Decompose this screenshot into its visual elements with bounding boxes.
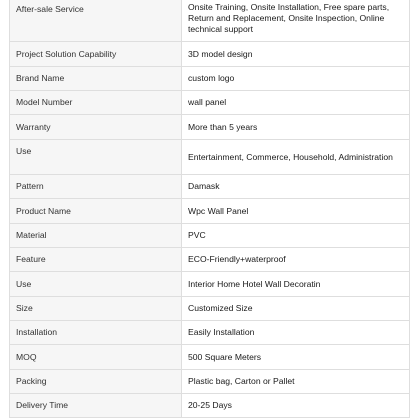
table-row xyxy=(10,115,410,140)
spec-value-after-sale-service: Onsite Training, Onsite Installation, Free spare parts, Return and Replacement, Onsite Inspection, Online technical support xyxy=(182,0,410,42)
table-row xyxy=(10,370,410,394)
spec-value-pattern: Damask xyxy=(182,175,410,199)
spec-key-packing: Packing xyxy=(10,370,182,394)
spec-key-after-sale-service: After-sale Service xyxy=(10,0,182,42)
spec-key-pattern: Pattern xyxy=(10,175,182,199)
spec-key-material: Material xyxy=(10,224,182,248)
spec-value-material: PVC xyxy=(182,224,410,248)
spec-key-model-number: Model Number xyxy=(10,91,182,115)
spec-value-size: Customized Size xyxy=(182,297,410,321)
product-specs-table xyxy=(9,0,410,418)
table-row xyxy=(10,248,410,272)
spec-key-warranty: Warranty xyxy=(10,115,182,140)
table-row xyxy=(10,42,410,67)
table-row xyxy=(10,199,410,224)
table-row xyxy=(10,140,410,175)
table-row xyxy=(10,91,410,115)
spec-key-delivery-time: Delivery Time xyxy=(10,394,182,418)
spec-key-feature: Feature xyxy=(10,248,182,272)
spec-value-moq: 500 Square Meters xyxy=(182,345,410,370)
spec-value-delivery-time: 20-25 Days xyxy=(182,394,410,418)
spec-key-size: Size xyxy=(10,297,182,321)
spec-key-product-name: Product Name xyxy=(10,199,182,224)
spec-value-model-number: wall panel xyxy=(182,91,410,115)
spec-key-use: Use xyxy=(10,140,182,175)
spec-value-installation: Easily Installation xyxy=(182,321,410,345)
spec-value-packing: Plastic bag, Carton or Pallet xyxy=(182,370,410,394)
spec-value-project-solution: 3D model design xyxy=(182,42,410,67)
spec-key-moq: MOQ xyxy=(10,345,182,370)
table-row xyxy=(10,297,410,321)
table-row xyxy=(10,0,410,42)
spec-key-project-solution: Project Solution Capability xyxy=(10,42,182,67)
spec-value-product-name: Wpc Wall Panel xyxy=(182,199,410,224)
spec-key-use-2: Use xyxy=(10,272,182,297)
spec-value-use-2: Interior Home Hotel Wall Decoratin xyxy=(182,272,410,297)
table-row xyxy=(10,321,410,345)
spec-key-brand-name: Brand Name xyxy=(10,67,182,91)
spec-value-use: Entertainment, Commerce, Household, Administration xyxy=(182,140,410,175)
table-row xyxy=(10,175,410,199)
table-row xyxy=(10,345,410,370)
spec-value-feature: ECO-Friendly+waterproof xyxy=(182,248,410,272)
table-row xyxy=(10,272,410,297)
spec-value-warranty: More than 5 years xyxy=(182,115,410,140)
spec-value-brand-name: custom logo xyxy=(182,67,410,91)
table-row xyxy=(10,67,410,91)
table-row xyxy=(10,224,410,248)
spec-key-installation: Installation xyxy=(10,321,182,345)
table-row xyxy=(10,394,410,418)
